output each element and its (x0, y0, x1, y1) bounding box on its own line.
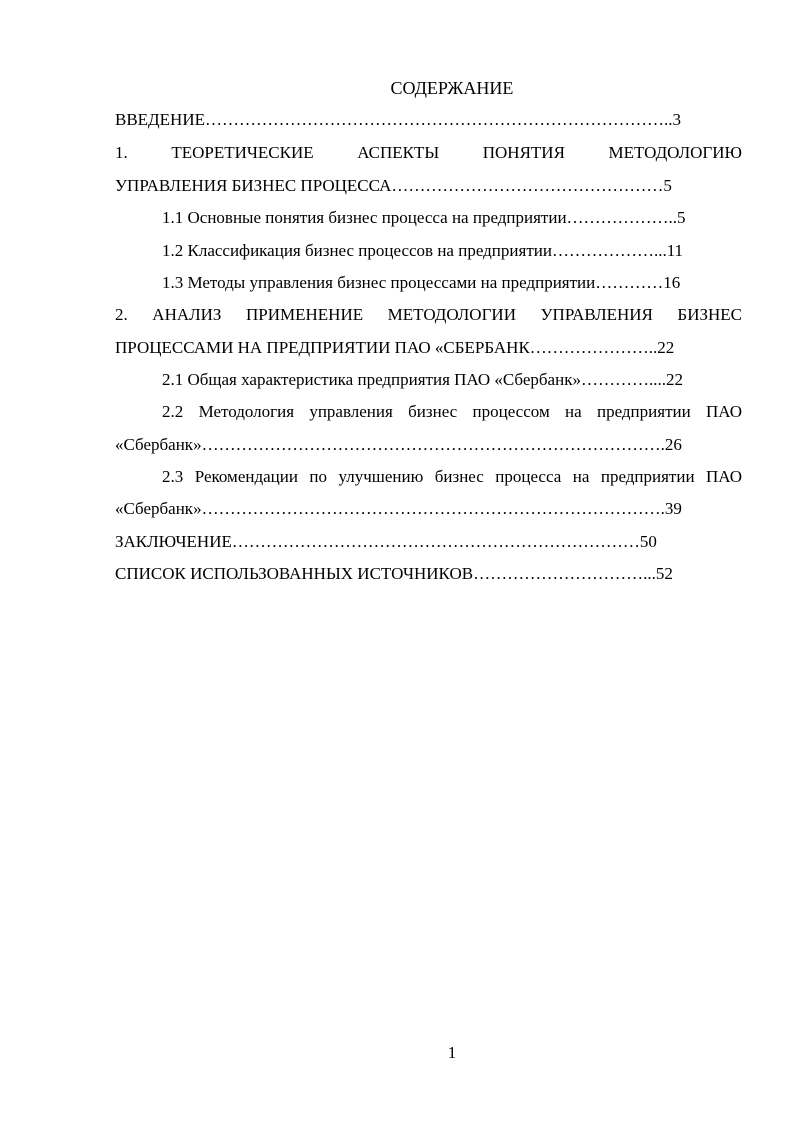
toc-entry-2-2-line-1: 2.2 Методология управления бизнес процессом на предприятии ПАО (162, 402, 742, 421)
toc-entry-intro: ВВЕДЕНИЕ………………………………………………………………………..3 (115, 110, 681, 129)
toc-entry-conclusion: ЗАКЛЮЧЕНИЕ………………………………………………………………50 (115, 532, 657, 551)
toc-entry-1-2: 1.2 Классификация бизнес процессов на предприятии………………...11 (162, 241, 684, 260)
toc-entry-sources: СПИСОК ИСПОЛЬЗОВАННЫХ ИСТОЧНИКОВ…………………………...52 (115, 564, 673, 583)
toc-entry-2-2-line-2: «Сбербанк»……………………………………………………………………….26 (115, 435, 682, 454)
toc-entry-section-2-line-1: 2. АНАЛИЗ ПРИМЕНЕНИЕ МЕТОДОЛОГИИ УПРАВЛЕНИЯ БИЗНЕС (115, 305, 742, 324)
toc-entry-2-3-line-1: 2.3 Рекомендации по улучшению бизнес процесса на предприятии ПАО (162, 467, 742, 486)
page-number: 1 (447, 1043, 457, 1062)
toc-entry-2-3-line-2: «Сбербанк»……………………………………………………………………….39 (115, 499, 682, 518)
toc-entry-2-1: 2.1 Общая характеристика предприятия ПАО «Сбербанк»…………....22 (162, 370, 683, 389)
page-title: СОДЕРЖАНИЕ (390, 78, 514, 98)
toc-entry-section-1-line-1: 1. ТЕОРЕТИЧЕСКИЕ АСПЕКТЫ ПОНЯТИЯ МЕТОДОЛОГИЮ (115, 143, 742, 162)
toc-entry-1-3: 1.3 Методы управления бизнес процессами на предприятии…………16 (162, 273, 681, 292)
toc-entry-section-1-line-2: УПРАВЛЕНИЯ БИЗНЕС ПРОЦЕССА…………………………………………5 (115, 176, 672, 195)
toc-entry-1-1: 1.1 Основные понятия бизнес процесса на предприятии………………..5 (162, 208, 686, 227)
toc-entry-section-2-line-2: ПРОЦЕССАМИ НА ПРЕДПРИЯТИИ ПАО «СБЕРБАНК…………………..22 (115, 338, 675, 357)
